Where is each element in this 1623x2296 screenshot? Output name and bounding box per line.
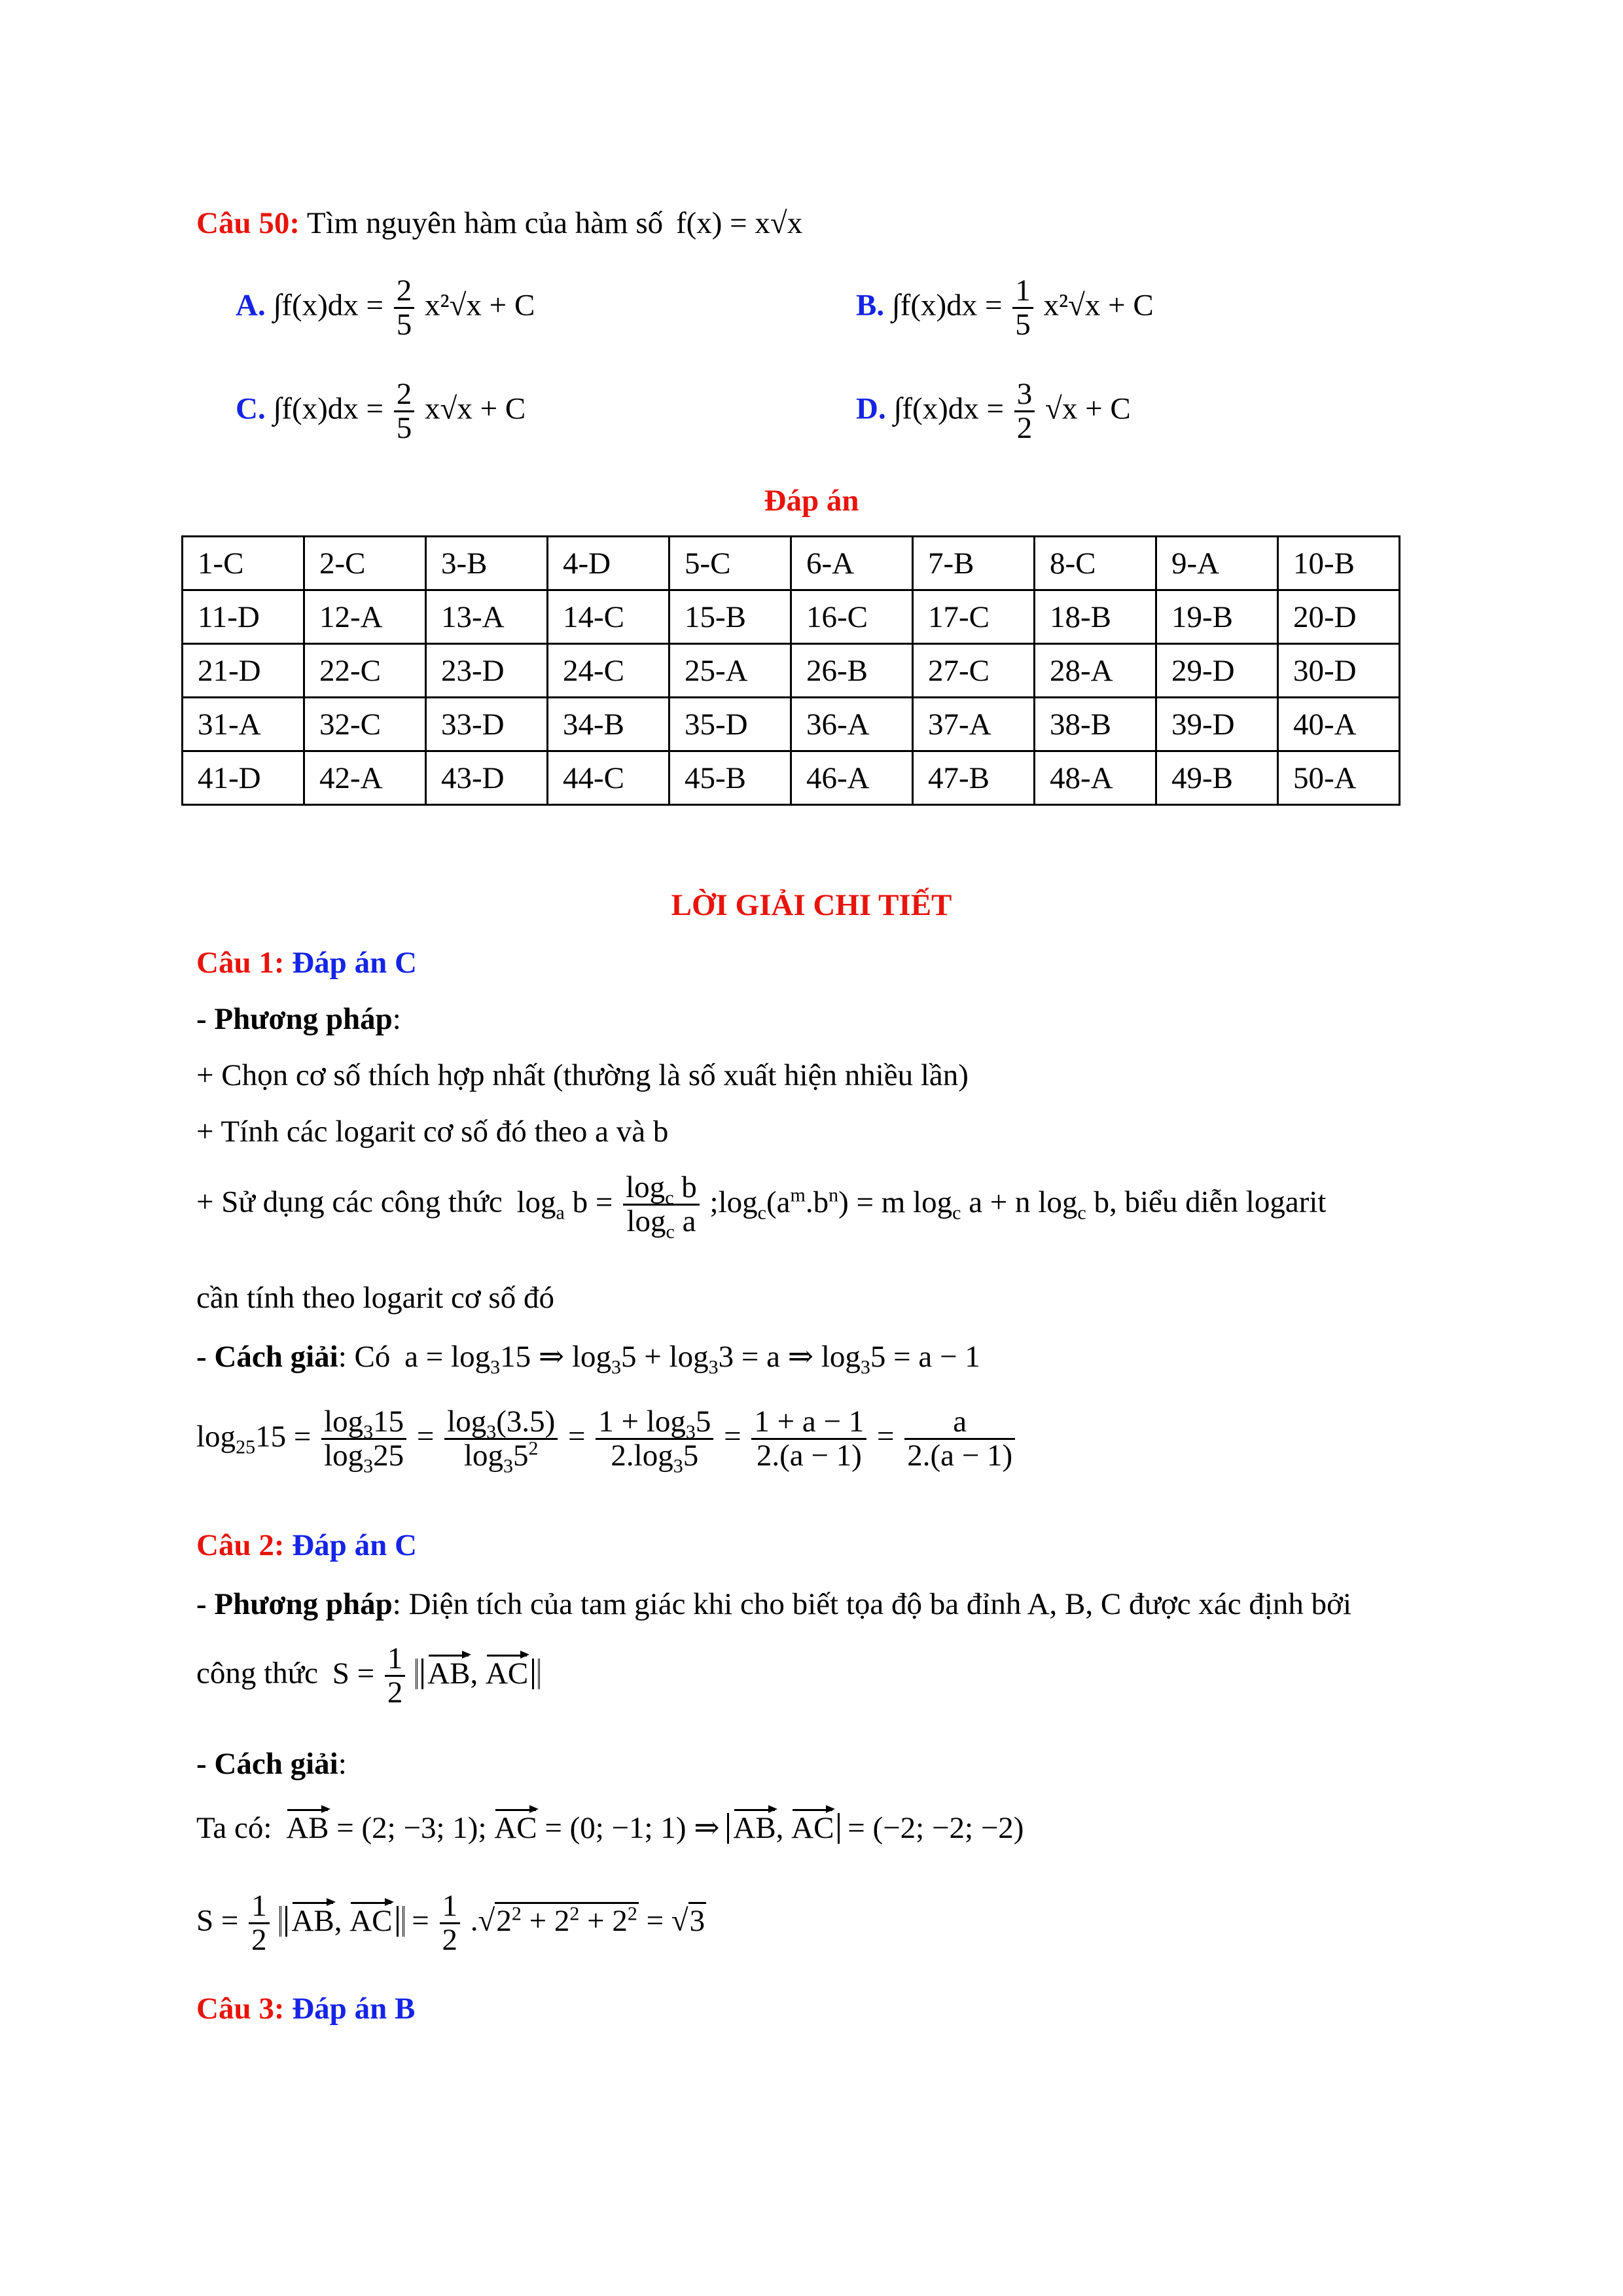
answer-cell: 10-B (1278, 537, 1400, 590)
answer-cell: 31-A (183, 698, 304, 751)
solution-answer: Đáp án C (292, 1528, 417, 1562)
formula-tail: , biểu diễn logarit (1109, 1185, 1327, 1219)
solve-label: - Cách giải (196, 1340, 338, 1374)
question-function: f(x) = x√x (675, 206, 803, 240)
solution-3-heading (196, 1994, 415, 2024)
answer-key-title: Đáp án (764, 484, 859, 518)
answer-cell: 41-D (183, 751, 304, 805)
solution-2-area: S = $\frac{1}{2}$ AB, AC = $\frac{1}{2}$ $.√2^2 + 2^2 + 2^2 = √3$ (196, 1889, 705, 1958)
method-label: - Phương pháp (196, 1587, 393, 1621)
answer-cell: 47-B (913, 751, 1035, 805)
option-denominator: 5 (1015, 308, 1031, 342)
option-denominator: 5 (396, 411, 412, 446)
answer-cell: 12-A (304, 590, 426, 644)
solution-1-line: + Chọn cơ số thích hợp nhất (thường là số xuất hiện nhiều lần) (196, 1058, 969, 1092)
answer-cell: 8-C (1035, 537, 1156, 590)
option-numerator: 2 (394, 275, 415, 309)
answer-cell: 50-A (1278, 751, 1400, 805)
answer-cell: 38-B (1035, 698, 1156, 751)
solution-1-line: + Tính các logarit cơ số đó theo a và b (196, 1115, 669, 1149)
formula-intro: + Sử dụng các công thức (196, 1185, 503, 1219)
answer-cell: 48-A (1035, 751, 1156, 805)
answer-cell: 28-A (1035, 644, 1156, 698)
answer-row (183, 537, 1400, 590)
solution-1-heading (196, 948, 417, 978)
solution-2-solve: - Cách giải: (196, 1747, 347, 1781)
answer-cell: 39-D (1156, 698, 1278, 751)
option-c (236, 378, 526, 445)
answer-cell: 25-A (669, 644, 791, 698)
answer-cell: 2-C (304, 537, 426, 590)
answer-row (183, 590, 1400, 644)
answer-cell: 27-C (913, 644, 1035, 698)
option-lhs: ∫f(x)dx = (273, 391, 384, 426)
option-numerator: 3 (1014, 378, 1035, 412)
answer-cell: 29-D (1156, 644, 1278, 698)
answer-cell: 35-D (669, 698, 791, 751)
answer-cell: 14-C (548, 590, 669, 644)
answer-cell: 20-D (1278, 590, 1400, 644)
option-letter: C. (236, 391, 266, 426)
answer-cell: 3-B (426, 537, 548, 590)
answer-cell: 32-C (304, 698, 426, 751)
solve-label: - Cách giải (196, 1747, 338, 1781)
option-rest: x²√x + C (1043, 288, 1154, 323)
answer-cell: 45-B (669, 751, 791, 805)
option-numerator: 1 (1012, 275, 1033, 309)
solution-answer: Đáp án C (292, 946, 417, 980)
answer-cell: 9-A (1156, 537, 1278, 590)
solution-1-method: - Phương pháp: (196, 1002, 401, 1036)
option-rest: √x + C (1045, 391, 1131, 426)
answer-cell: 6-A (791, 537, 913, 590)
answer-cell: 43-D (426, 751, 548, 805)
answer-cell: 21-D (183, 644, 304, 698)
solution-1-derivation: $\log_{25}15$ = $\frac{\log_315}{\log_325}$ = $\frac{\log_3(3.5)}{\log_35^2}$ = $\frac{1 + \log_35}{2.\log_35}$ = $\frac{1 + a - 1}{2.(a - 1)}$ = $\frac{a}{2.(a - 1)}$ (196, 1406, 1018, 1473)
answer-cell: 4-D (548, 537, 669, 590)
answer-cell: 26-B (791, 644, 913, 698)
question-text: Tìm nguyên hàm của hàm số (306, 206, 664, 240)
option-numerator: 2 (394, 378, 415, 412)
method-text: Diện tích của tam giác khi cho biết tọa độ ba đỉnh A, B, C được xác định bởi (408, 1587, 1352, 1621)
method-continuation: công thức (196, 1656, 319, 1691)
answer-table (181, 535, 1400, 806)
answer-cell: 34-B (548, 698, 669, 751)
answer-cell: 40-A (1278, 698, 1400, 751)
method-label: - Phương pháp (196, 1002, 393, 1036)
answer-cell: 33-D (426, 698, 548, 751)
answer-cell: 30-D (1278, 644, 1400, 698)
option-denominator: 5 (396, 308, 412, 342)
answer-row (183, 751, 1400, 805)
option-lhs: ∫f(x)dx = (893, 391, 1005, 426)
answer-cell: 37-A (913, 698, 1035, 751)
solution-2-vectors: Ta có: AB = (2; −3; 1); AC = (0; −1; 1) ⇒ AB, AC = (−2; −2; −2) (196, 1811, 1024, 1845)
taco-label: Ta có: (196, 1811, 272, 1845)
option-rest: x√x + C (425, 391, 526, 426)
answer-cell: 19-B (1156, 590, 1278, 644)
answer-cell: 17-C (913, 590, 1035, 644)
option-b (856, 275, 1154, 342)
solve-intro: Có (354, 1340, 391, 1374)
answer-cell: 49-B (1156, 751, 1278, 805)
answer-cell: 42-A (304, 751, 426, 805)
solution-2-formula: công thức S = $\frac{1}{2}$ AB, AC (196, 1643, 540, 1710)
formula-continuation: cần tính theo logarit cơ số đó (196, 1281, 554, 1315)
solution-1-formula: + Sử dụng các công thức $\log_a b$ = $\frac{\log_c b}{\log_c a}$ $;\log_c(a^m.b^n) = m$ $\log_c a + n$ $\log_c b$, biểu diễn logarit (196, 1170, 1327, 1243)
option-letter: B. (856, 288, 885, 323)
option-lhs: ∫f(x)dx = (273, 288, 384, 323)
answer-cell: 22-C (304, 644, 426, 698)
answer-cell: 18-B (1035, 590, 1156, 644)
answer-cell: 36-A (791, 698, 913, 751)
answer-cell: 15-B (669, 590, 791, 644)
solution-label: Câu 3: (196, 1992, 285, 2026)
answer-cell: 46-A (791, 751, 913, 805)
answer-cell: 16-C (791, 590, 913, 644)
option-d (856, 378, 1131, 445)
answer-row (183, 698, 1400, 751)
answer-cell: 24-C (548, 644, 669, 698)
answer-cell: 5-C (669, 537, 791, 590)
question-label: Câu 50: (196, 206, 300, 240)
answer-cell: 1-C (183, 537, 304, 590)
solution-answer: Đáp án B (292, 1992, 416, 2026)
answer-cell: 11-D (183, 590, 304, 644)
answer-cell: 13-A (426, 590, 548, 644)
option-lhs: ∫f(x)dx = (891, 288, 1003, 323)
question-50 (196, 208, 802, 239)
option-a (236, 275, 535, 342)
solution-label: Câu 1: (196, 946, 285, 980)
solution-2-method: - Phương pháp: Diện tích của tam giác khi cho biết tọa độ ba đỉnh A, B, C được xác định bởi (196, 1587, 1352, 1621)
answer-cell: 23-D (426, 644, 548, 698)
option-letter: D. (856, 391, 886, 426)
solution-2-heading (196, 1530, 417, 1561)
option-letter: A. (236, 288, 266, 323)
answer-cell: 7-B (913, 537, 1035, 590)
answer-cell: 44-C (548, 751, 669, 805)
solutions-title: LỜI GIẢI CHI TIẾT (671, 888, 952, 922)
option-rest: x²√x + C (425, 288, 535, 323)
answer-row (183, 644, 1400, 698)
solution-1-solve: - Cách giải: Có $a = \log_315$ ⇒ $\log_35 + \log_33 = a$ ⇒ $\log_35 = a - 1$ (196, 1340, 980, 1378)
option-denominator: 2 (1016, 411, 1033, 446)
solution-label: Câu 2: (196, 1528, 285, 1562)
